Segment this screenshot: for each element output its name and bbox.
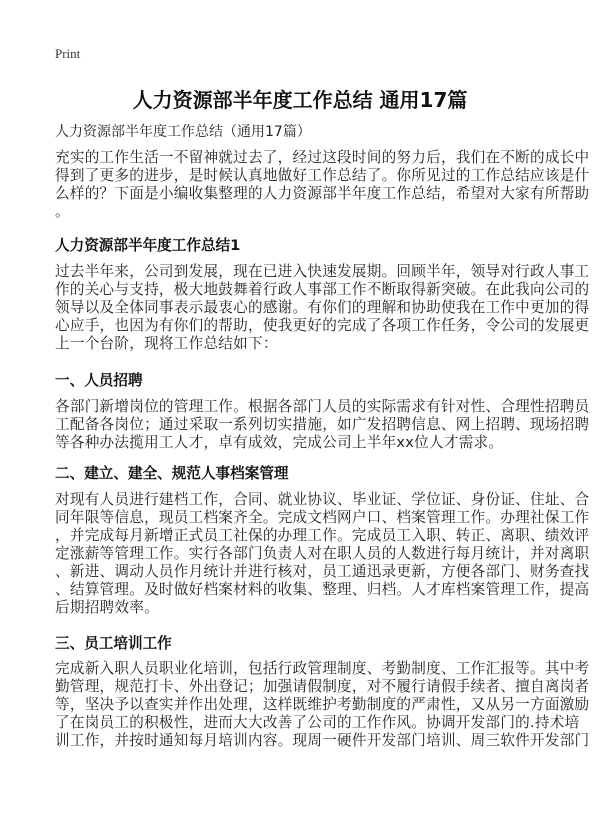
text-line: 心应手，也因为有你们的帮助，使我更好的完成了各项工作任务，令公司的发展更 bbox=[55, 317, 590, 334]
intro-paragraph bbox=[55, 149, 590, 221]
document-subtitle: 人力资源部半年度工作总结（通用17篇） bbox=[55, 124, 311, 140]
text-line: 。 bbox=[55, 203, 70, 220]
training-paragraph bbox=[55, 660, 590, 750]
text-line: 工配备各岗位；通过采取一系列切实措施，如广发招聘信息、网上招聘、现场招聘 bbox=[55, 416, 590, 433]
print-link[interactable]: Print bbox=[55, 46, 81, 61]
text-line: 各部门新增岗位的管理工作。根据各部门人员的实际需求有针对性、合理性招聘员 bbox=[55, 398, 590, 415]
text-line: 勤管理，规范打卡、外出登记；加强请假制度，对不履行请假手续者、擅自离岗者 bbox=[55, 678, 590, 695]
document-title: 人力资源部半年度工作总结 通用17篇 bbox=[132, 88, 468, 112]
archive-heading: 二、建立、建全、规范人事档案管理 bbox=[55, 465, 289, 482]
text-line: 等各种办法揽用工人才，卓有成效，完成公司上半年xx位人才需求。 bbox=[55, 434, 504, 451]
text-line: 、新进、调动人员作月统计并进行核对，员工通迅录更新，方便各部门、财务查找 bbox=[55, 563, 590, 580]
text-line: 得到了更多的进步，是时候认真地做好工作总结了。你所见过的工作总结应该是什 bbox=[55, 167, 590, 184]
recruit-heading: 一、人员招聘 bbox=[55, 372, 143, 389]
text-line: 了在岗员工的积极性，进而大大改善了公司的工作作风。协调开发部门的.持术培 bbox=[55, 714, 580, 731]
text-line: 领导以及全体同事表示最衷心的感谢。有你们的理解和协助使我在工作中更加的得 bbox=[55, 299, 590, 316]
archive-paragraph bbox=[55, 491, 590, 617]
text-line: 后期招聘效率。 bbox=[55, 599, 159, 616]
text-line: 定涨薪等管理工作。实行各部门负责人对在职人员的人数进行每月统计，并对离职 bbox=[55, 545, 590, 562]
text-line: 等，坚决予以查实并作出处理，这样既维护考勤制度的严肃性，又从另一方面激励 bbox=[55, 696, 590, 713]
text-line: 充实的工作生活一不留神就过去了，经过这段时间的努力后，我们在不断的成长中 bbox=[55, 149, 590, 166]
text-line: 训工作，并按时通知每月培训内容。现周一硬件开发部门培训、周三软件开发部门 bbox=[55, 732, 590, 749]
text-line: 过去半年来，公司到发展，现在已进入快速发展期。回顾半年，领导对行政人事工 bbox=[55, 263, 590, 280]
training-heading: 三、员工培训工作 bbox=[55, 635, 172, 652]
text-line: 同年限等信息，现员工档案齐全。完成文档网户口、档案管理工作。办理社保工作 bbox=[55, 509, 590, 526]
text-line: ，并完成每月新增正式员工社保的办理工作。完成员工入职、转正、离职、绩效评 bbox=[55, 527, 590, 544]
text-line: 对现有人员进行建档工作，合同、就业协议、毕业证、学位证、身份证、住址、合 bbox=[55, 491, 590, 508]
text-line: 、结算管理。及时做好档案材料的收集、整理、归档。人才库档案管理工作，提高 bbox=[55, 581, 590, 598]
recruit-paragraph bbox=[55, 398, 590, 452]
section-heading: 人力资源部半年度工作总结1 bbox=[55, 237, 241, 254]
text-line: 完成新入职人员职业化培训，包括行政管理制度、考勤制度、工作汇报等。其中考 bbox=[55, 660, 590, 677]
section1-paragraph bbox=[55, 263, 590, 353]
text-line: 么样的？下面是小编收集整理的人力资源部半年度工作总结，希望对大家有所帮助 bbox=[55, 185, 590, 202]
text-line: 上一个台阶，现将工作总结如下： bbox=[55, 335, 278, 352]
text-line: 作的关心与支持，极大地鼓舞着行政人事部工作不断取得新突破。在此我向公司的 bbox=[55, 281, 590, 298]
